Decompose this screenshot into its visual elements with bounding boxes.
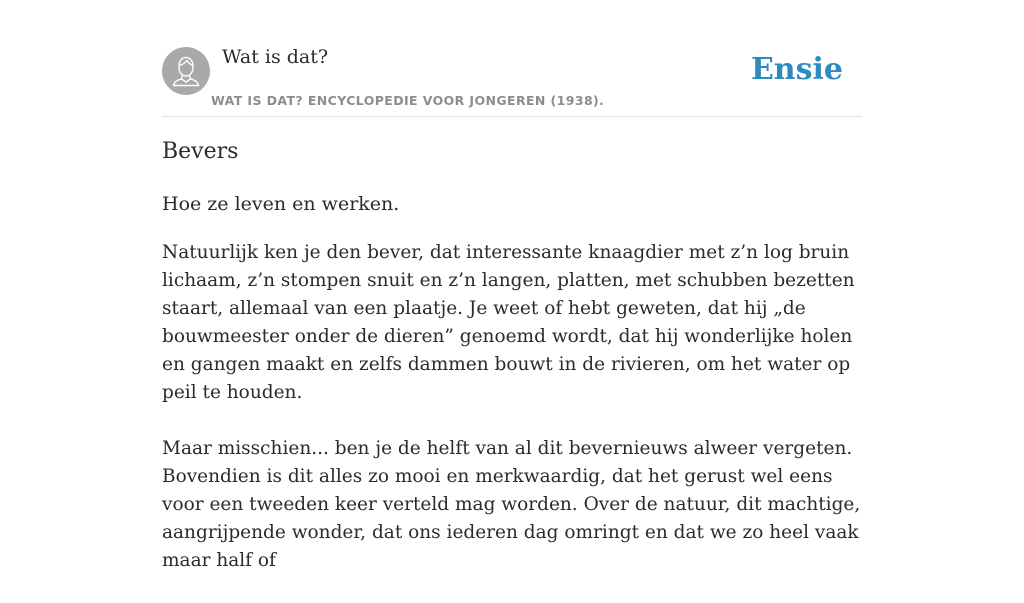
article-page — [162, 0, 862, 571]
source-label: WAT IS DAT? ENCYCLOPEDIE VOOR JONGEREN (1938). — [211, 93, 605, 108]
user-avatar-icon[interactable] — [162, 47, 210, 95]
article-paragraph: Natuurlijk ken je den bever, dat interessante knaagdier met z’n log bruin lichaam, z’n stompen snuit en z’n langen, platten, met schubben bezetten staart, allemaal van een plaatje. Je weet of hebt geweten, dat hij „de bouwmeester onder de dieren” genoemd wordt, dat hij wonderlijke holen en gangen maakt en zelfs dammen bouwt in de rivieren, om het water op peil te houden. — [162, 242, 855, 403]
brand-logo[interactable]: Ensie — [750, 52, 843, 87]
article-header — [162, 0, 862, 117]
article-subtitle: Hoe ze leven en werken. — [162, 193, 400, 215]
article-paragraph: Maar misschien... ben je de helft van al dit bevernieuws alweer vergeten. Bovendien is dit alles zo mooi en merkwaardig, dat het gerust wel eens voor een tweeden keer verteld mag worden. Over de natuur, dit machtige, aangrijpende wonder, dat ons iederen dag omringt en dat we zo heel vaak maar half of — [162, 438, 861, 571]
author-name[interactable]: Wat is dat? — [222, 46, 329, 68]
article-body — [162, 239, 868, 603]
article-title: Bevers — [162, 139, 239, 164]
